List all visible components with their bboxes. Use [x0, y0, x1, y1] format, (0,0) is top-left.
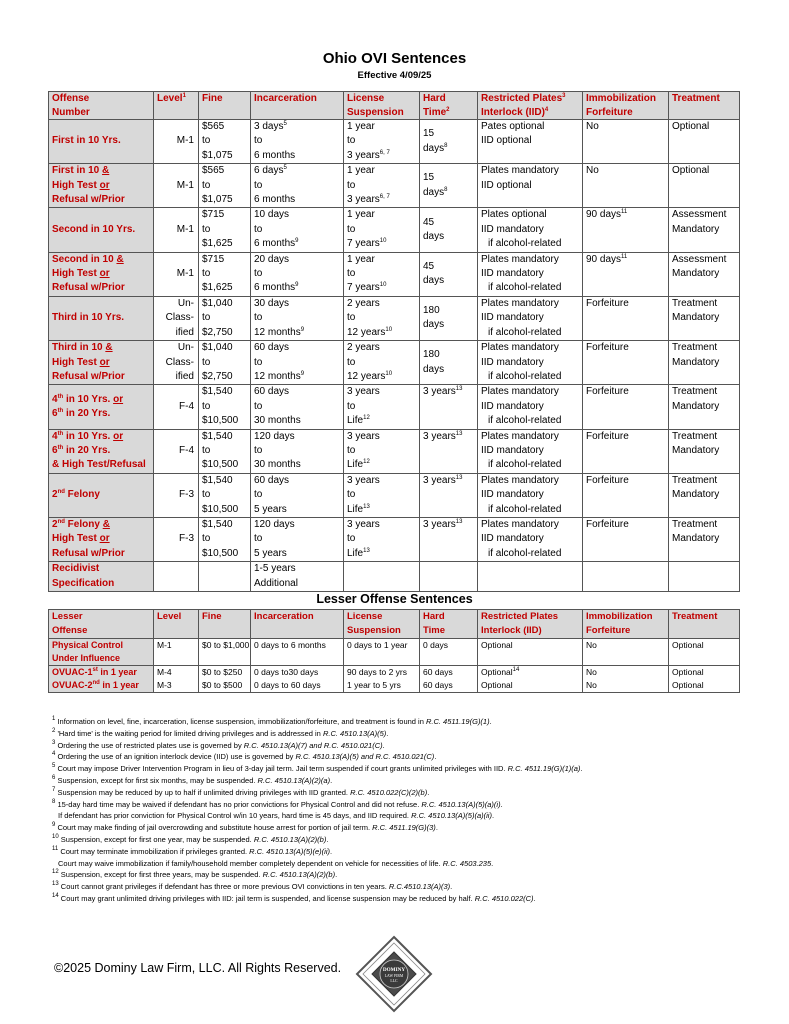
offense-text: or [113, 430, 124, 442]
lesser-title: Lesser Offense Sentences [316, 592, 473, 606]
immobilization-cell: Forfeiture [583, 473, 669, 517]
immobilization-cell: Forfeiture [583, 429, 669, 473]
plates-cell: Pates optional IID optional [478, 120, 583, 164]
lesser-immobilization-cell: No [583, 639, 669, 666]
statute-citation: R.C. 4510.13(A)(5)(e)(ii) [249, 846, 331, 856]
offense-text: 4th in 10 Yrs. [52, 393, 111, 405]
footnote-ref: 9 [300, 326, 305, 333]
statute-citation: R.C. 4510.13(A)(2)(b) [262, 870, 336, 880]
lesser-immobilization-cell: No No [583, 666, 669, 693]
treatment-cell: Treatment Mandatory [669, 473, 740, 517]
offense-text: Specification [52, 577, 115, 589]
offense-text: 6th in 20 Yrs. [52, 444, 111, 456]
level-cell: Un- Class- ified [154, 341, 199, 385]
header-hard-time: Hard Time$^2$ [420, 92, 478, 120]
fine-cell: $565 to $1,075 [199, 164, 251, 208]
footnote-ref: 9 [295, 238, 299, 245]
ovi-sentences-table [48, 91, 740, 592]
lesser-table-row [49, 639, 740, 666]
level-cell: M-1 [154, 120, 199, 164]
plates-cell: Plates mandatory IID mandatory if alcohol-related [478, 252, 583, 296]
header-incarceration: Incarceration [251, 92, 344, 120]
immobilization-cell: Forfeiture [583, 296, 669, 340]
footnote-number: 12 [52, 869, 59, 876]
plates-cell: Plates mandatory IID mandatory if alcohol-related [478, 385, 583, 429]
logo-line3: LLC [390, 979, 398, 983]
offense-text: Refusal w/Prior [52, 282, 125, 294]
footnote: If defendant has prior conviction for Physical Control w/in 10 years, hard time is 45 days, and IID required. R.C. 4510.13(A)(5)(a)(ii). [58, 811, 495, 821]
footnote: $^3$ Ordering the use of restricted plates use is governed by R.C. 4510.13(A)(7) and R.C. 4510.021(C). [52, 739, 385, 750]
offense-text: or [113, 393, 124, 405]
lesser-header-immobilization: Immobilization Forfeiture [583, 610, 669, 639]
offense-text: Refusal w/Prior [52, 370, 125, 382]
main-header-row [49, 92, 740, 120]
lesser-plates-cell: Optional$^{14}$ Optional [478, 666, 583, 693]
offense-cell [49, 252, 154, 296]
incarceration-cell: 60 days to 30 months [251, 385, 344, 429]
lesser-fine-cell: $0 to $1,000 [199, 639, 251, 666]
effective-date: Effective 4/09/25 [357, 70, 432, 81]
lesser-hard-time-cell: 60 days 60 days [420, 666, 478, 693]
fine-cell: $1,040 to $2,750 [199, 296, 251, 340]
lesser-header-treatment: Treatment [669, 610, 740, 639]
incarceration-cell: 6 days$^5$ to 6 months [251, 164, 344, 208]
offense-text: Refusal w/Prior [52, 194, 125, 206]
fine-cell: $715 to $1,625 [199, 208, 251, 252]
offense-text: Second in 10 [52, 253, 114, 265]
statute-citation: R.C.4510.13(A)(3) [388, 882, 451, 892]
statute-citation: R.C. 4511.19(G)(1)(a) [507, 764, 581, 774]
lesser-hard-time-cell: 0 days [420, 639, 478, 666]
header-level: Level$^1$ [154, 92, 199, 120]
statute-citation: R.C. 4510.13(A)(5)(a)(ii) [411, 811, 492, 821]
footnote: $^4$ Ordering the use of an ignition interlock device (IID) use is governed by R.C. 4510.13(A)(5) and R.C. 4510.021(C). [52, 751, 437, 762]
incarceration-cell: 60 days to 5 years [251, 473, 344, 517]
footnotes [52, 716, 752, 905]
hard-time-cell: 3 years$^{13}$ [420, 473, 478, 517]
footnote-ref: 14 [512, 667, 520, 673]
footnote-number: 13 [52, 881, 59, 888]
footnote-ref: 13 [455, 430, 463, 437]
statute-citation: R.C. 4510.022(C) [474, 893, 534, 903]
statute-citation: R.C. 4510.13(A)(7) and R.C. 4510.021(C) [243, 740, 383, 750]
level-cell: Un- Class- ified [154, 296, 199, 340]
level-cell: M-1 [154, 164, 199, 208]
offense-cell [49, 341, 154, 385]
license-cell: 3 years to Life$^{12}$ [344, 385, 420, 429]
footnote-number: 5 [52, 763, 56, 770]
treatment-cell: Assessment Mandatory [669, 252, 740, 296]
license-cell: 2 years to 12 years$^{10}$ [344, 296, 420, 340]
lesser-level-cell: M-4 M-3 [154, 666, 199, 693]
immobilization-cell: 90 days$^{11}$ [583, 252, 669, 296]
footnote: $^7$ Suspension may be reduced by up to half if unlimited driving privileges with IID granted. R.C. 4510.022(C)(2)(b). [52, 786, 430, 797]
offense-text: Third in 10 Yrs. [52, 312, 125, 324]
incarceration-cell: 1-5 years Additional [251, 562, 344, 592]
lesser-header-row [49, 610, 740, 639]
license-cell: 2 years to 12 years$^{10}$ [344, 341, 420, 385]
treatment-cell: Treatment Mandatory [669, 385, 740, 429]
offense-text: High Test [52, 179, 97, 191]
footnote-ref: 8 [444, 186, 448, 193]
treatment-cell: Optional [669, 120, 740, 164]
header-immobilization: Immobilization Forfeiture [583, 92, 669, 120]
treatment-cell: Optional [669, 164, 740, 208]
level-cell: M-1 [154, 252, 199, 296]
main-table-row [49, 252, 740, 296]
offense-text: High Test [52, 533, 97, 545]
plates-cell: Plates mandatory IID optional [478, 164, 583, 208]
footnote: $^{14}$ Court may grant unlimited driving privileges with IID: jail term is suspended, and license suspension may be reduced by half. R.C. 4510.022(C). [52, 892, 536, 903]
offense-text: Third in 10 [52, 342, 103, 354]
statute-citation: R.C. 4511.19(G)(3) [372, 823, 436, 833]
footnote: $^6$ Suspension, except for first six months, may be suspended. R.C. 4510.13(A)(2)(a). [52, 774, 333, 785]
header-license: License Suspension [344, 92, 420, 120]
offense-cell [49, 208, 154, 252]
footnote: $^9$ Court may make finding of jail overcrowding and substitute house arrest for portion of jail term. R.C. 4511.19(G)(3). [52, 822, 438, 833]
lesser-offense-cell: Physical Control Under Influence [49, 639, 154, 666]
offense-cell [49, 429, 154, 473]
footnote-number: 10 [52, 833, 59, 840]
lesser-header-level: Level [154, 610, 199, 639]
footnote-ref: 11 [621, 209, 628, 216]
license-cell: 3 years to Life$^{13}$ [344, 473, 420, 517]
footnote-ref: 6, 7 [379, 149, 390, 156]
footnote-number: 4 [52, 751, 56, 758]
hard-time-cell: 180 days [420, 296, 478, 340]
header-offense: Offense Number [49, 92, 154, 120]
offense-cell [49, 296, 154, 340]
footnote: $^1$ Information on level, fine, incarceration, license suspension, immobilization/forfeiture, and treatment is found in R.C. 4511.19(G)(1). [52, 716, 492, 726]
footnote: Court may waive immobilization if family/household member completely dependent on vehicle for necessities of life. R.C. 4503.235. [58, 858, 494, 868]
hard-time-cell: 3 years$^{13}$ [420, 517, 478, 561]
lesser-header-license: License Suspension [344, 610, 420, 639]
footnote-ref: 13 [455, 386, 463, 393]
lesser-table-row [49, 666, 740, 693]
footnote-ref: 12 [363, 415, 370, 422]
incarceration-cell: 30 days to 12 months$^9$ [251, 296, 344, 340]
license-cell [344, 562, 420, 592]
statute-citation: R.C. 4510.13(A)(5)(a)(i) [421, 799, 501, 809]
level-cell: F-4 [154, 385, 199, 429]
footnote-number: 7 [52, 786, 56, 793]
offense-text: 6th in 20 Yrs. [52, 407, 111, 419]
license-cell: 1 year to 3 years$^{6, 7}$ [344, 164, 420, 208]
hard-time-cell: 3 years$^{13}$ [420, 429, 478, 473]
license-cell: 3 years to Life$^{13}$ [344, 517, 420, 561]
footnote-ref: 9 [300, 370, 305, 377]
offense-text: or [99, 179, 110, 191]
incarceration-cell: 120 days to 5 years [251, 517, 344, 561]
main-table-row [49, 120, 740, 164]
footnote: $^5$ Court may impose Driver Intervention Program in lieu of 3-day jail term. Jail term suspended if court grants unlimited privileges with IID. R.C. 4511.19(G)(1)(a). [52, 763, 583, 774]
footnote: $^8$ 15-day hard time may be waived if defendant has no prior convictions for Physical Control and did not refuse. R.C. 4510.13(A)(5)(a)(i). [52, 798, 503, 809]
lesser-plates-cell: Optional [478, 639, 583, 666]
lesser-offense-table [48, 609, 740, 693]
statute-citation: R.C. 4510.13(A)(5) and R.C. 4510.021(C) [295, 752, 435, 762]
fine-cell: $1,540 to $10,500 [199, 385, 251, 429]
lesser-license-cell: 0 days to 1 year [344, 639, 420, 666]
plates-cell [478, 562, 583, 592]
fine-cell: $1,540 to $10,500 [199, 517, 251, 561]
hard-time-cell: 3 years$^{13}$ [420, 385, 478, 429]
treatment-cell [669, 562, 740, 592]
immobilization-cell: 90 days$^{11}$ [583, 208, 669, 252]
footnote-number: 14 [52, 892, 59, 899]
logo-line1: DOMINY [382, 967, 406, 973]
offense-text: High Test [52, 268, 97, 280]
footnote-ref: 5 [283, 121, 287, 127]
offense-cell [49, 473, 154, 517]
hard-time-cell: 45 days [420, 252, 478, 296]
main-table-row [49, 429, 740, 473]
plates-cell: Plates mandatory IID mandatory if alcohol-related [478, 429, 583, 473]
page-title: Ohio OVI Sentences [322, 50, 467, 67]
lesser-incarceration-cell: 0 days to 6 months [251, 639, 344, 666]
lesser-incarceration-cell: 0 days to30 days 0 days to 60 days [251, 666, 344, 693]
footnote-number: 6 [52, 774, 56, 781]
offense-cell [49, 385, 154, 429]
offense-text: or [99, 533, 110, 545]
statute-citation: R.C. 4511.19(G)(1) [425, 717, 490, 726]
footnote: $^2$ 'Hard time' is the waiting period for limited driving privileges and is addressed in R.C. 4510.13(A)(5). [52, 727, 389, 738]
footnote-ref: 13 [455, 518, 463, 525]
statute-citation: R.C. 4510.022(C)(2)(b) [350, 787, 428, 797]
main-table-row [49, 562, 740, 592]
offense-text: Recidivist [52, 563, 100, 575]
main-table-row [49, 473, 740, 517]
fine-cell: $1,540 to $10,500 [199, 473, 251, 517]
immobilization-cell: No [583, 164, 669, 208]
footnote-ref: 9 [295, 282, 299, 289]
hard-time-cell [420, 562, 478, 592]
fine-cell: $1,040 to $2,750 [199, 341, 251, 385]
license-cell: 1 year to 7 years$^{10}$ [344, 208, 420, 252]
immobilization-cell [583, 562, 669, 592]
lesser-header-plates: Restricted Plates Interlock (IID) [478, 610, 583, 639]
offense-text: Refusal w/Prior [52, 547, 125, 559]
lesser-header-fine: Fine [199, 610, 251, 639]
statute-citation: R.C. 4510.13(A)(5) [322, 728, 387, 738]
main-table-row [49, 208, 740, 252]
lesser-license-cell: 90 days to 2 yrs 1 year to 5 yrs [344, 666, 420, 693]
hard-time-cell: 15 days$^8$ [420, 164, 478, 208]
incarceration-cell: 10 days to 6 months$^9$ [251, 208, 344, 252]
offense-text: High Test [52, 356, 97, 368]
main-table-row [49, 341, 740, 385]
level-cell: F-4 [154, 429, 199, 473]
plates-cell: Plates mandatory IID mandatory if alcohol-related [478, 473, 583, 517]
statute-citation: R.C. 4510.13(A)(2)(b) [253, 834, 327, 844]
statute-citation: R.C. 4503.235 [442, 858, 492, 868]
offense-text: & High Test/Refusal [52, 459, 146, 471]
treatment-cell: Treatment Mandatory [669, 517, 740, 561]
lesser-header-offense: Lesser Offense [49, 610, 154, 639]
footnote-number: 9 [52, 822, 56, 829]
statute-citation: R.C. 4510.13(A)(2)(a) [257, 775, 331, 785]
immobilization-cell: Forfeiture [583, 385, 669, 429]
footnote-ref: 5 [283, 165, 287, 172]
footnote-ref: 13 [363, 503, 370, 510]
header-treatment: Treatment [669, 92, 740, 120]
logo-line2: LAW FIRM [384, 974, 404, 978]
footnote-ref: 10 [385, 370, 393, 377]
footnote-ref: 11 [621, 253, 628, 260]
main-table-row [49, 385, 740, 429]
footnote-number: 1 [52, 716, 56, 722]
lesser-treatment-cell: Optional [669, 639, 740, 666]
plates-cell: Plates mandatory IID mandatory if alcohol-related [478, 517, 583, 561]
lesser-treatment-cell: Optional Optional [669, 666, 740, 693]
offense-text: Second in 10 Yrs. [52, 223, 136, 235]
footnote-ref: 10 [379, 238, 387, 245]
footnote-number: 8 [52, 798, 56, 805]
offense-text: & [105, 342, 113, 354]
incarceration-cell: 20 days to 6 months$^9$ [251, 252, 344, 296]
incarceration-cell: 3 days$^5$ to 6 months [251, 120, 344, 164]
offense-cell [49, 562, 154, 592]
lesser-header-incarceration: Incarceration [251, 610, 344, 639]
copyright-text: ©2025 Dominy Law Firm, LLC. All Rights Reserved. [54, 961, 342, 975]
treatment-cell: Treatment Mandatory [669, 429, 740, 473]
level-cell: M-1 [154, 208, 199, 252]
footnote-ref: 10 [379, 282, 387, 289]
license-cell: 3 years to Life$^{12}$ [344, 429, 420, 473]
hard-time-cell: 180 days [420, 341, 478, 385]
footnote-number: 2 [52, 727, 56, 734]
fine-cell: $1,540 to $10,500 [199, 429, 251, 473]
footnote: $^{13}$ Court cannot grant privileges if defendant has three or more previous OVI convictions in ten years. R.C.4510.13(A)(3). [52, 881, 453, 892]
offense-text: & [116, 253, 124, 265]
footnote-ref: 12 [363, 459, 370, 466]
dominy-law-firm-logo [355, 935, 433, 1013]
hard-time-cell: 15 days$^8$ [420, 120, 478, 164]
level-cell [154, 562, 199, 592]
footnote-ref: 13 [455, 474, 463, 481]
footnote: $^{10}$ Suspension, except for first one year, may be suspended. R.C. 4510.13(A)(2)(b). [52, 833, 329, 844]
offense-text: 4th in 10 Yrs. [52, 430, 111, 442]
offense-text: 2nd Felony [52, 518, 100, 530]
header-plates: Restricted Plates$^3$ Interlock (IID)$^4$ [478, 92, 583, 120]
lesser-level-cell: M-1 [154, 639, 199, 666]
footnote-ref: 13 [363, 547, 370, 554]
footnote-number: 11 [52, 845, 59, 852]
plates-cell: Plates mandatory IID mandatory if alcohol-related [478, 296, 583, 340]
offense-text: or [99, 356, 110, 368]
footnote-ref: 6, 7 [379, 194, 390, 201]
license-cell: 1 year to 7 years$^{10}$ [344, 252, 420, 296]
immobilization-cell: Forfeiture [583, 341, 669, 385]
footnote: $^{11}$ Court may terminate immobilization if privileges granted. R.C. 4510.13(A)(5)(e)(ii). [52, 845, 333, 856]
lesser-header-hard-time: Hard Time [420, 610, 478, 639]
immobilization-cell: Forfeiture [583, 517, 669, 561]
main-table-row [49, 164, 740, 208]
offense-cell [49, 517, 154, 561]
incarceration-cell: 60 days to 12 months$^9$ [251, 341, 344, 385]
offense-text: or [99, 268, 110, 280]
offense-cell [49, 120, 154, 164]
fine-cell [199, 562, 251, 592]
header-fine: Fine [199, 92, 251, 120]
level-cell: F-3 [154, 473, 199, 517]
immobilization-cell: No [583, 120, 669, 164]
footnote: $^{12}$ Suspension, except for first three years, may be suspended. R.C. 4510.13(A)(2)(b). [52, 869, 338, 880]
footnote-ref: 10 [385, 326, 393, 333]
footnote-number: 3 [52, 739, 56, 746]
license-cell: 1 year to 3 years$^{6, 7}$ [344, 120, 420, 164]
treatment-cell: Treatment Mandatory [669, 296, 740, 340]
plates-cell: Plates optional IID mandatory if alcohol-related [478, 208, 583, 252]
fine-cell: $565 to $1,075 [199, 120, 251, 164]
lesser-offense-cell: OVUAC-1st in 1 year OVUAC-2nd in 1 year [49, 666, 154, 693]
main-table-row [49, 296, 740, 340]
offense-text: First in 10 [52, 165, 100, 177]
offense-cell [49, 164, 154, 208]
treatment-cell: Assessment Mandatory [669, 208, 740, 252]
main-table-row [49, 517, 740, 561]
offense-text: & [102, 518, 110, 530]
level-cell: F-3 [154, 517, 199, 561]
treatment-cell: Treatment Mandatory [669, 341, 740, 385]
lesser-fine-cell: $0 to $250 $0 to $500 [199, 666, 251, 693]
footnote-ref: 8 [444, 142, 448, 149]
hard-time-cell: 45 days [420, 208, 478, 252]
offense-text: First in 10 Yrs. [52, 135, 121, 147]
fine-cell: $715 to $1,625 [199, 252, 251, 296]
incarceration-cell: 120 days to 30 months [251, 429, 344, 473]
offense-text: 2nd Felony [52, 489, 100, 501]
offense-text: & [102, 165, 110, 177]
plates-cell: Plates mandatory IID mandatory if alcohol-related [478, 341, 583, 385]
